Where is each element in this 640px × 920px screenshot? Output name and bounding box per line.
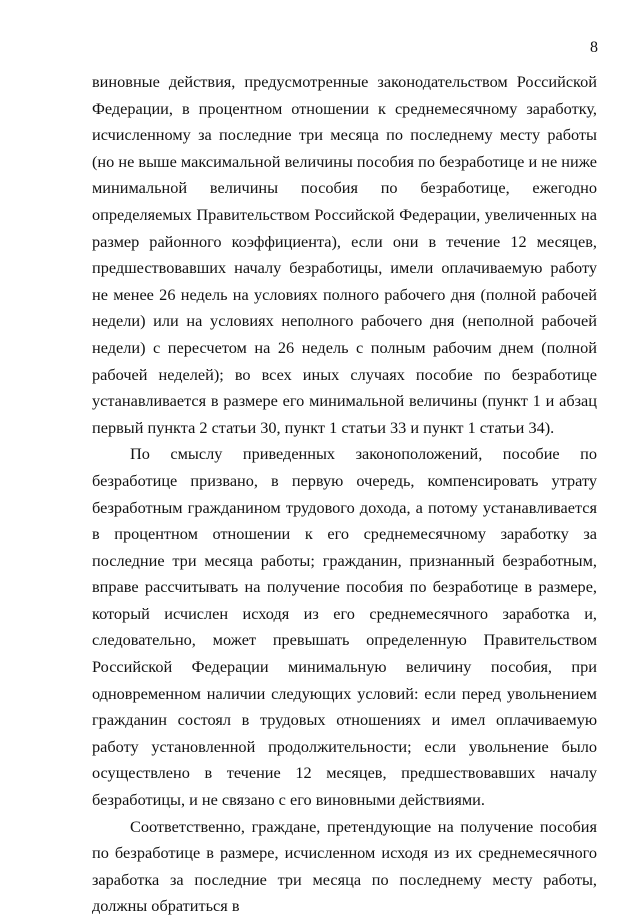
paragraph-consequence: Соответственно, граждане, претендующие на получение пособия по безработице в размере, исчисленном исходя из их среднемесячного заработка за последние три месяца по последнему месту работы, должны обратиться в: [92, 816, 597, 916]
paragraph-continuation: виновные действия, предусмотренные законодательством Российской Федерации, в процентном отношении к среднемесячному заработку, исчисленному за последние три месяца по последнему месту работы (но не выше максимальной величины пособия по безработице и не ниже минимальной величины пособия по безработице, ежегодно определяемых Правительством Российской Федерации, увеличенных на размер районного коэффициента), если они в течение 12 месяцев, предшествовавших началу безработицы, имели оплачиваемую работу не менее 26 недель на условиях полного рабочего дня (полной рабочей недели) или на условиях неполного рабочего дня (неполной рабочей недели) с пересчетом на 26 недель с полным рабочим днем (полной рабочей неделей); во всех иных случаях пособие по безработице устанавливается в размере его минимальной величины (пункт 1 и абзац первый пункта 2 статьи 30, пункт 1 статьи 33 и пункт 1 статьи 34).: [92, 72, 597, 437]
page-number: 8: [590, 39, 598, 56]
document-body: [92, 69, 597, 920]
paragraph-interpretation: По смыслу приведенных законоположений, пособие по безработице призвано, в первую очередь, компенсировать утрату безработным гражданином трудового дохода, а потому устанавливается в процентном отношении к его среднемесячному заработку за последние три месяца работы; гражданин, признанный безработным, вправе рассчитывать на получение пособия по безработице в размере, который исчислен исходя из его среднемесячного заработка и, следовательно, может превышать определенную Правительством Российской Федерации минимальную величину пособия, при одновременном наличии следующих условий: если перед увольнением гражданин состоял в трудовых отношениях и имел оплачиваемую работу установленной продолжительности; если увольнение было осуществлено в течение 12 месяцев, предшествовавших началу безработицы, и не связано с его виновными действиями.: [92, 444, 597, 810]
